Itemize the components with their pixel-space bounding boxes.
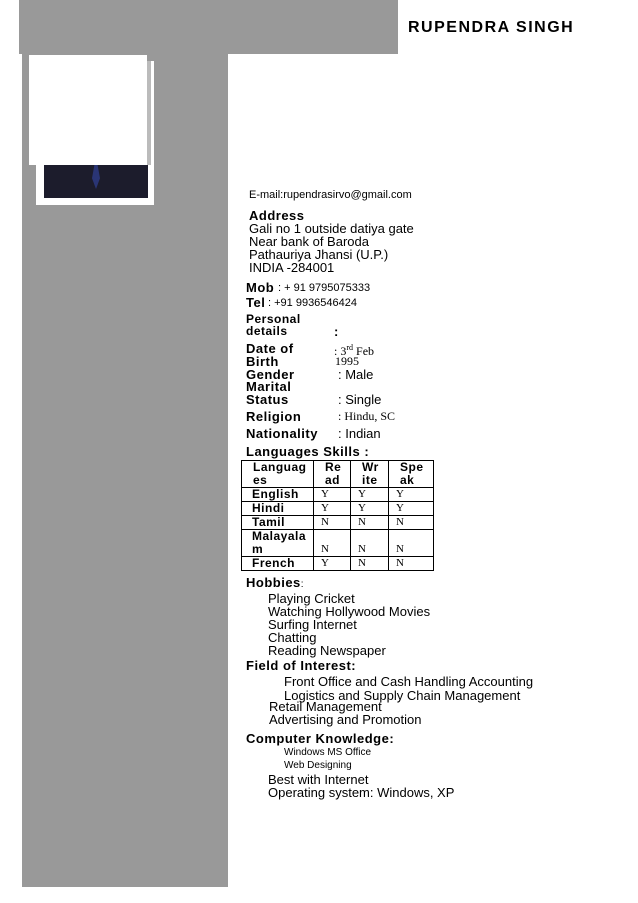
gender-label: Gender [246, 367, 295, 382]
email-text: E-mail:rupendrasirvo@gmail.com [249, 189, 412, 201]
table-row [242, 488, 434, 502]
marital-label: Marital [246, 379, 292, 394]
speak-value: N [389, 530, 434, 557]
header-write: Wr ite [351, 461, 389, 488]
hobby-item: Surfing Internet [268, 617, 357, 632]
religion-value: : Hindu, SC [338, 409, 396, 423]
interest-item: Retail Management [269, 699, 382, 714]
computer-item: Best with Internet [268, 772, 369, 787]
speak-value: N [389, 516, 434, 530]
header-read: Re ad [314, 461, 351, 488]
hobby-item: Watching Hollywood Movies [268, 604, 431, 619]
marital-value: : Single [338, 392, 382, 407]
interest-item: Logistics and Supply Chain Management [284, 688, 521, 703]
interest-heading: Field of Interest: [246, 658, 357, 673]
gender-value: : Male [338, 367, 374, 382]
language-name: English [242, 488, 314, 502]
languages-heading: Languages Skills : [246, 444, 370, 459]
computer-heading: Computer Knowledge: [246, 731, 395, 746]
nationality-label: Nationality [246, 426, 318, 441]
write-value: N [351, 530, 389, 557]
dob-value: : 3rd Feb [334, 343, 375, 358]
table-header-row [242, 461, 434, 488]
table-row [242, 557, 434, 571]
interest-item: Advertising and Promotion [269, 712, 422, 727]
hobby-item: Chatting [268, 630, 317, 645]
read-value: Y [314, 557, 351, 571]
write-value: N [351, 516, 389, 530]
hobby-item: Reading Newspaper [268, 643, 386, 658]
language-name: Malayala m [242, 530, 314, 557]
write-value: N [351, 557, 389, 571]
language-name: Tamil [242, 516, 314, 530]
hobbies-heading: Hobbies: [246, 575, 305, 590]
computer-item: Web Designing [284, 760, 352, 771]
language-name: Hindi [242, 502, 314, 516]
hobby-item: Playing Cricket [268, 591, 355, 606]
address-line: INDIA -284001 [249, 260, 335, 275]
write-value: Y [351, 488, 389, 502]
language-name: French [242, 557, 314, 571]
mob-label: Mob [246, 280, 275, 295]
read-value: Y [314, 488, 351, 502]
personal-colon: : [334, 324, 339, 339]
write-value: Y [351, 502, 389, 516]
read-value: Y [314, 502, 351, 516]
dob-label: Date of [246, 341, 294, 356]
speak-value: N [389, 557, 434, 571]
dob-label: Birth [246, 354, 279, 369]
marital-label: Status [246, 392, 289, 407]
interest-item: Front Office and Cash Handling Accounting [284, 674, 534, 689]
computer-item: Operating system: Windows, XP [268, 785, 455, 800]
speak-value: Y [389, 502, 434, 516]
personal-heading: Personal [246, 312, 301, 326]
address-line: Pathauriya Jhansi (U.P.) [249, 247, 389, 262]
header-languages: Languag es [242, 461, 314, 488]
address-line: Near bank of Baroda [249, 234, 369, 249]
languages-table [241, 460, 434, 571]
candidate-name: RUPENDRA SINGH [408, 19, 575, 36]
read-value: N [314, 516, 351, 530]
dob-year: 1995 [335, 354, 359, 368]
computer-item: Windows MS Office [284, 747, 372, 758]
mob-value: : + 91 9795075333 [278, 282, 371, 294]
photo-overlay [29, 55, 147, 165]
tel-label: Tel [246, 295, 266, 310]
personal-heading: details [246, 324, 288, 338]
table-row [242, 502, 434, 516]
read-value: N [314, 530, 351, 557]
header-speak: Spe ak [389, 461, 434, 488]
address-line: Gali no 1 outside datiya gate [249, 221, 414, 236]
header-gray-band [19, 0, 398, 54]
address-label: Address [249, 208, 305, 223]
religion-label: Religion [246, 409, 302, 424]
photo-overlay-shadow [147, 61, 151, 165]
tel-value: : +91 9936546424 [268, 297, 358, 309]
table-row [242, 530, 434, 557]
nationality-value: : Indian [338, 426, 381, 441]
table-row [242, 516, 434, 530]
speak-value: Y [389, 488, 434, 502]
